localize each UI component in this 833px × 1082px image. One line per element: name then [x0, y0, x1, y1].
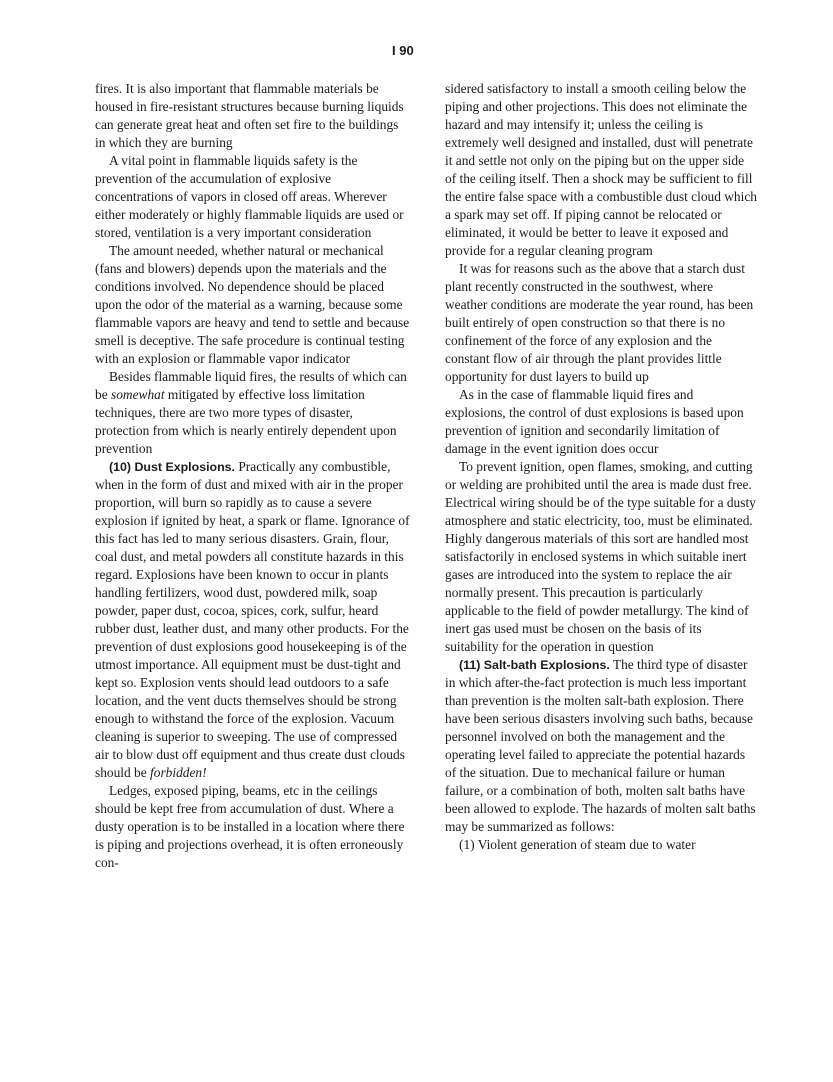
section-heading-salt-bath-explosions: (11) Salt-bath Explosions. [459, 658, 610, 672]
text-run: Besides flammable liquid fires, the results of which can be [95, 369, 407, 402]
paragraph [95, 368, 410, 458]
paragraph [95, 458, 410, 782]
text-run: Practically any combustible, when in the form of dust and mixed with air in the proper proportion, will burn so rapidly as to cause a severe explosion if ignited by heat, a spark or flame. Ignorance of this fact has led to many serious disasters. Grain, flour, coal dust, and metal powders all constitute hazards in this regard. Explosions have been known to occur in plants handling fertilizers, wood dust, powdered milk, soap powder, paper dust, cocoa, spices, cork, sulfur, heard rubber dust, leather dust, and many other products. For the prevention of dust explosions good housekeeping is of the utmost importance. All equipment must be dust-tight and kept so. Explosion vents should lead outdoors to a safe location, and the vent ducts themselves should be strong enough to withstand the force of the explosion. Vacuum cleaning is superior to sweeping. The use of compressed air to blow dust off equipment and thus create dust clouds should be [95, 459, 410, 780]
paragraph: It was for reasons such as the above that a starch dust plant recently constructed in the southwest, where weather conditions are moderate the year round, has been built entirely of open construction so that there is no confinement of the force of any explosion and the constant flow of air through the plant provides little opportunity for dust layers to build up [445, 261, 754, 384]
paragraph [445, 656, 757, 836]
text-run: mitigated by effective loss limitation techniques, there are two more types of disaster, protection from which is nearly entirely dependent upon prevention [95, 387, 397, 456]
section-heading-dust-explosions: (10) Dust Explosions. [109, 460, 235, 474]
left-column [95, 80, 410, 872]
emphasis-text: forbidden! [150, 765, 207, 780]
paragraph: As in the case of flammable liquid fires and explosions, the control of dust explosions is based upon prevention of ignition and secondarily limitation of damage in the event ignition does occur [445, 387, 744, 456]
emphasis-text: somewhat [111, 387, 165, 402]
paragraph: To prevent ignition, open flames, smoking, and cutting or welding are prohibited until the area is made dust free. Electrical wiring should be of the type suitable for a dusty atmosphere and static electricity, too, must be eliminated. Highly dangerous materials of this sort are handled most satisfactorily in enclosed systems in which suitable inert gases are introduced into the system to replace the air normally present. This precaution is particularly applicable to the field of powder metallurgy. The kind of inert gas used must be chosen on the basis of its suitability for the operation in question [445, 459, 756, 654]
page-number: I 90 [392, 43, 414, 58]
text-run: The third type of disaster in which after-the-fact protection is much less important than prevention is the molten salt-bath explosion. There have been serious disasters involving such baths, because personnel involved on both the management and the operating level failed to appreciate the potential hazards of the situation. Due to mechanical failure or human failure, or a combination of both, molten salt baths have been allowed to explode. The hazards of molten salt baths may be summarized as follows: [445, 657, 756, 834]
paragraph: sidered satisfactory to install a smooth ceiling below the piping and other projections. This does not eliminate the hazard and may intensify it; unless the ceiling is extremely well designed and installed, dust will penetrate it and settle not only on the piping but on the upper side of the ceiling itself. Then a shock may be sufficient to fill the entire false space with a combustible dust cloud which a spark may set off. If piping cannot be relocated or eliminated, it would be better to leave it exposed and provide for a regular cleaning program [445, 81, 757, 258]
right-column [445, 80, 757, 854]
paragraph: Ledges, exposed piping, beams, etc in the ceilings should be kept free from accumulation of dust. Where a dusty operation is to be installed in a location where there is piping and projections overhead, it is often erroneously con- [95, 783, 405, 870]
paragraph: (1) Violent generation of steam due to water [459, 837, 696, 852]
paragraph: fires. It is also important that flammable materials be housed in fire-resistant structures because burning liquids can generate great heat and often set fire to the buildings in which they are burning [95, 81, 404, 150]
paragraph: The amount needed, whether natural or mechanical (fans and blowers) depends upon the materials and the conditions involved. No dependence should be placed upon the odor of the material as a warning, because some flammable vapors are heavy and tend to settle and because smell is deceptive. The safe procedure is continual testing with an explosion or flammable vapor indicator [95, 243, 410, 366]
paragraph: A vital point in flammable liquids safety is the prevention of the accumulation of explosive concentrations of vapors in closed off areas. Wherever either moderately or highly flammable liquids are used or stored, ventilation is a very important consideration [95, 153, 404, 240]
